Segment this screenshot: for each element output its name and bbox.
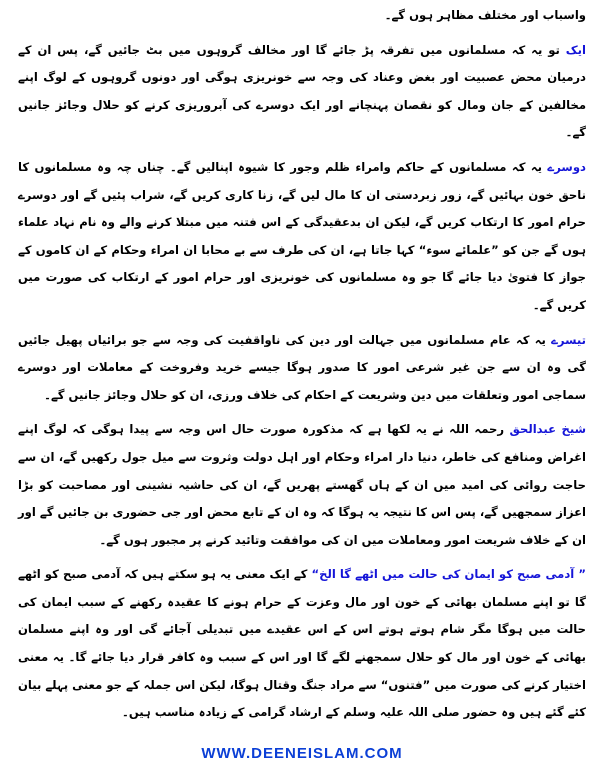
paragraph-text: یہ کہ مسلمانوں کے حاکم وامراء ظلم وجور کا شیوہ اپنالیں گے۔ چناں چہ وہ مسلمانوں کا ناحق خون بہائیں گے، زور زبردستی ان کا مال لیں گے، زنا کاری کریں گے، شراب پئیں گے اور دوسرے حرام امور کا ارتکاب کریں گے، لیکن ان بدعقیدگی کے اس فتنہ میں مبتلا کرنے والے وہ نام نہاد علماء ہوں گے جن کو ”علمائے سوء“ کہا جاتا ہے، ان کی طرف سے بے محابا ان امراء وحکام کے ان کاموں کے جواز کا فتویٰ دیا جائے گا جو وہ مسلمانوں کی خونریزی اور حرام امور کے ارتکاب کی صورت میں کریں گے۔ bbox=[18, 159, 586, 312]
article-body bbox=[18, 2, 586, 727]
paragraph-second-point bbox=[18, 154, 586, 320]
paragraph-shaikh-quote bbox=[18, 416, 586, 554]
paragraph-third-point bbox=[18, 327, 586, 410]
paragraph-intro bbox=[18, 2, 586, 30]
paragraph-text: تو یہ کہ مسلمانوں میں تفرقہ پڑ جائے گا اور مخالف گروہوں میں بٹ جائیں گے، پس ان کے درمیان محض عصبیت اور بغض وعناد کی وجہ سے خونریزی ہوگی اور دونوں گروہوں کے لوگ اپنے مخالفین کے جان ومال کو نقصان پہنچانے اور ایک دوسرے کی آبروریزی کرنے کو حلال وجائز جانیں گے۔ bbox=[18, 42, 586, 140]
paragraph-lead: ” آدمی صبح کو ایمان کی حالت میں اٹھے گا الخ“ bbox=[311, 567, 586, 582]
paragraph-first-point bbox=[18, 37, 586, 147]
paragraph-lead: تیسرے bbox=[551, 332, 586, 347]
paragraph-lead: ایک bbox=[565, 42, 586, 57]
paragraph-text: کے ایک معنی یہ ہو سکتے ہیں کہ آدمی صبح کو اٹھے گا تو اپنے مسلمان بھائی کے خون اور مال وعزت کے حرام ہونے کا عقیدہ رکھنے کے سبب ایمان کی حالت میں ہوگا مگر شام ہوتے ہوتے اس کے اس عقیدے میں تبدیلی آجائے گی اور وہ اپنے مسلمان بھائی کے خون اور مال کو حلال سمجھنے لگے گا اور اس کے سبب وہ کافر قرار دیا جائے گا۔ یہ معنی اختیار کرنے کی صورت میں ”فتنوں“ سے مراد جنگ وقتال ہوگا، لیکن اس جملہ کے جو معنی پہلے بیان کئے گئے ہیں وہ حضور صلی اللہ علیہ وسلم کے ارشاد گرامی کے زیادہ مناسب ہیں۔ bbox=[18, 567, 586, 720]
paragraph-lead: شیخ عبدالحق bbox=[509, 422, 587, 437]
paragraph-text: رحمہ اللہ نے یہ لکھا ہے کہ مذکورہ صورت حال اس وجہ سے پیدا ہوگی کہ لوگ اپنے اغراض ومنافع کی خاطر، دنیا دار امراء وحکام اور اہل دولت وثروت سے میل جول رکھیں گے، ان سے حاجت روائی کی امید میں ان کے ہاں گھستے پھریں گے، ان کی حاشیہ نشینی اور مصاحبت کو بڑا اعزاز سمجھیں گے، پس اس کا نتیجہ یہ ہوگا کہ وہ ان کے تابع محض اور جی حضوری بن جائیں گے اور ان کے خلاف شریعت امور ومعاملات میں ان کی موافقت وتائید کرنے پر مجبور ہوں گے۔ bbox=[18, 422, 586, 547]
paragraph-text: یہ کہ عام مسلمانوں میں جہالت اور دین کی ناواقفیت کی وجہ سے جو برائیاں پھیل جائیں گی وہ ان سے جن غیر شرعی امور کا صدور ہوگا جیسے خرید وفروخت کے معاملات اور دوسرے سماجی امور وتعلقات میں دین وشریعت کے احکام کی خلاف ورزی، ان کو حلال وجائز جانیں گے۔ bbox=[18, 332, 586, 402]
paragraph-hadith-explanation bbox=[18, 561, 586, 727]
paragraph-lead: دوسرے bbox=[547, 159, 586, 174]
paragraph-text: واسباب اور مختلف مظاہر ہوں گے۔ bbox=[384, 8, 586, 22]
footer-website-link[interactable]: WWW.DEENEISLAM.COM bbox=[201, 745, 403, 762]
